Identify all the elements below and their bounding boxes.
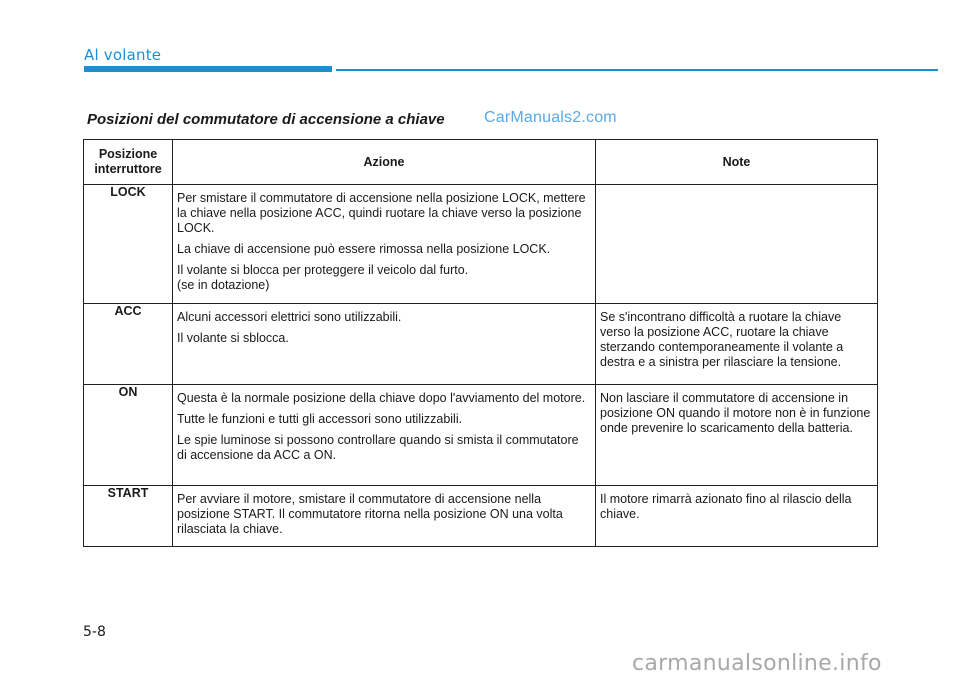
notes-cell: Non lasciare il commutatore di accensione in posizione ON quando il motore non è in funzione onde prevenire lo scaricamento della batteria. xyxy=(596,385,878,486)
chapter-title: Al volante xyxy=(84,46,162,64)
header-position: Posizione interruttore xyxy=(84,140,173,185)
notes-cell xyxy=(596,185,878,304)
position-cell: ACC xyxy=(84,304,173,385)
action-text: Per smistare il commutatore di accensione nella posizione LOCK, mettere la chiave nella posizione ACC, quindi ruotare la chiave verso la posizione LOCK. xyxy=(177,191,586,235)
page-number: 5-8 xyxy=(83,624,106,640)
header-action: Azione xyxy=(173,140,596,185)
action-text: Il volante si blocca per proteggere il veicolo dal furto. (se in dotazione) xyxy=(177,263,469,292)
section-title: Posizioni del commutatore di accensione a chiave xyxy=(87,111,445,128)
action-cell xyxy=(173,304,596,385)
ignition-positions-table xyxy=(83,139,878,547)
watermark-logo: CarManuals2.com xyxy=(484,109,617,126)
action-text: Le spie luminose si possono controllare quando si smista il commutatore di accensione da ACC a ON. xyxy=(177,433,579,462)
position-cell: ON xyxy=(84,385,173,486)
action-cell xyxy=(173,486,596,547)
table-header-row xyxy=(84,140,878,185)
table-row xyxy=(84,185,878,304)
notes-cell: Il motore rimarrà azionato fino al rilascio della chiave. xyxy=(596,486,878,547)
header-notes: Note xyxy=(596,140,878,185)
action-text: Questa è la normale posizione della chiave dopo l'avviamento del motore. xyxy=(177,391,586,405)
position-cell: START xyxy=(84,486,173,547)
notes-cell: Se s'incontrano difficoltà a ruotare la chiave verso la posizione ACC, ruotare la chiave sterzando contemporaneamente il volante a destra e a sinistra per rilasciare la tensione. xyxy=(596,304,878,385)
action-text: Tutte le funzioni e tutti gli accessori sono utilizzabili. xyxy=(177,412,463,426)
position-cell: LOCK xyxy=(84,185,173,304)
header-rule xyxy=(336,69,938,71)
header-accent-bar xyxy=(84,66,332,72)
table-row xyxy=(84,304,878,385)
action-cell xyxy=(173,185,596,304)
action-text: Il volante si sblocca. xyxy=(177,331,289,345)
action-text: La chiave di accensione può essere rimossa nella posizione LOCK. xyxy=(177,242,551,256)
action-text: Alcuni accessori elettrici sono utilizzabili. xyxy=(177,310,402,324)
table-row xyxy=(84,385,878,486)
action-text: Per avviare il motore, smistare il commutatore di accensione nella posizione START. Il commutatore ritorna nella posizione ON una volta rilasciata la chiave. xyxy=(177,492,563,536)
table-row xyxy=(84,486,878,547)
footer-watermark: carmanualsonline.info xyxy=(632,651,882,676)
action-cell xyxy=(173,385,596,486)
